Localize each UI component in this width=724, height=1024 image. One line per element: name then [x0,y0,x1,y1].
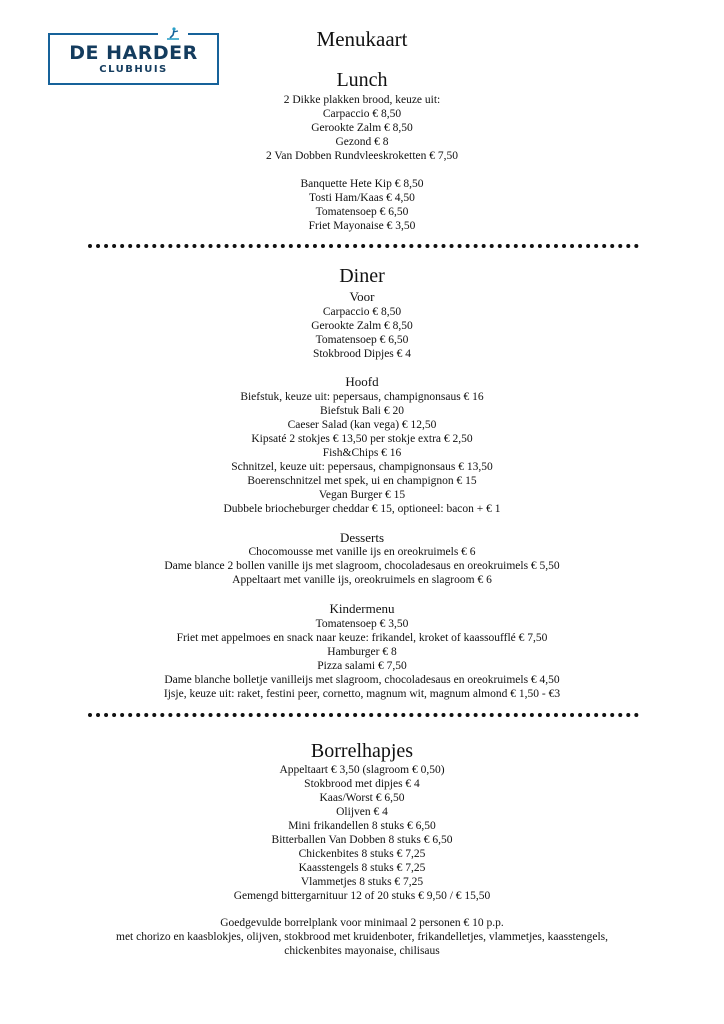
borrel-item: Gemengd bittergarnituur 12 of 20 stuks € 9,50 / € 15,50 [233,890,491,902]
voor-item: Carpaccio € 8,50 [322,306,402,318]
diner-heading: Diner [339,265,385,287]
section-divider [88,713,639,717]
borrel-item: Stokbrood met dipjes € 4 [304,778,420,790]
hoofd-item: Biefstuk, keuze uit: pepersaus, champignonsaus € 16 [240,391,484,403]
lunch-item: Friet Mayonaise € 3,50 [308,220,416,232]
section-divider [88,244,639,248]
kindermenu-item: Pizza salami € 7,50 [317,660,407,672]
desserts-heading: Desserts [339,530,385,545]
hoofd-item: Kipsaté 2 stokjes € 13,50 per stokje extra € 2,50 [251,433,473,445]
lunch-item: Gezond € 8 [335,136,389,148]
borrel-item: Chickenbites 8 stuks € 7,25 [298,848,426,860]
lunch-item: Gerookte Zalm € 8,50 [311,122,413,134]
dessert-item: Appeltaart met vanille ijs, oreokruimels en slagroom € 6 [232,574,492,586]
kindermenu-item: Friet met appelmoes en snack naar keuze: frikandel, kroket of kaassoufflé € 7,50 [176,632,548,644]
hoofd-item: Dubbele briocheburger cheddar € 15, optioneel: bacon + € 1 [223,503,501,515]
voor-item: Stokbrood Dipjes € 4 [312,348,412,360]
lunch-item: Banquette Hete Kip € 8,50 [300,178,424,190]
lunch-item: 2 Dikke plakken brood, keuze uit: [283,94,441,106]
hoofd-item: Fish&Chips € 16 [322,447,402,459]
kindermenu-item: Tomatensoep € 3,50 [315,618,409,630]
lunch-item: Tomatensoep € 6,50 [315,206,409,218]
lunch-item: Carpaccio € 8,50 [322,108,402,120]
hoofd-item: Schnitzel, keuze uit: pepersaus, champignonsaus € 13,50 [231,461,493,473]
dessert-item: Chocomousse met vanille ijs en oreokruimels € 6 [248,546,476,558]
borrel-item: Bitterballen Van Dobben 8 stuks € 6,50 [271,834,453,846]
logo-name: DE HARDER [69,42,198,64]
page-title: Menukaart [316,27,408,51]
hoofd-item: Vegan Burger € 15 [318,489,406,501]
borrelplank-line: chickenbites mayonaise, chilisaus [284,945,440,957]
borrelplank-line: Goedgevulde borrelplank voor minimaal 2 personen € 10 p.p. [220,917,504,929]
hoofd-heading: Hoofd [345,374,379,389]
dessert-item: Dame blance 2 bollen vanille ijs met slagroom, chocoladesaus en oreokruimels € 5,50 [164,560,560,572]
lunch-item: 2 Van Dobben Rundvleeskroketten € 7,50 [265,150,459,162]
kindermenu-heading: Kindermenu [329,601,395,616]
voor-heading: Voor [349,289,375,304]
borrel-item: Vlammetjes 8 stuks € 7,25 [300,876,424,888]
hoofd-item: Boerenschnitzel met spek, ui en champignon € 15 [247,475,477,487]
borrel-item: Kaas/Worst € 6,50 [319,792,405,804]
voor-item: Gerookte Zalm € 8,50 [311,320,413,332]
voor-item: Tomatensoep € 6,50 [315,334,409,346]
borrel-item: Kaasstengels 8 stuks € 7,25 [298,862,426,874]
borrel-item: Appeltaart € 3,50 (slagroom € 0,50) [279,764,445,776]
lunch-heading: Lunch [336,69,388,91]
borrel-item: Mini frikandellen 8 stuks € 6,50 [288,820,436,832]
hoofd-item: Caeser Salad (kan vega) € 12,50 [287,419,437,431]
borrel-item: Olijven € 4 [336,806,388,818]
borrelplank-line: met chorizo en kaasblokjes, olijven, stokbrood met kruidenboter, frikandelletjes, vlammetjes, kaasstengels, [116,931,608,943]
logo-subtitle: CLUBHUIS [99,64,168,75]
borrelhapjes-heading: Borrelhapjes [310,740,414,762]
kindermenu-item: Ijsje, keuze uit: raket, festini peer, cornetto, magnum wit, magnum almond € 1,50 - €3 [163,688,561,700]
lunch-item: Tosti Ham/Kaas € 4,50 [309,192,415,204]
kindermenu-item: Hamburger € 8 [327,646,397,658]
hoofd-item: Biefstuk Bali € 20 [319,405,404,417]
kindermenu-item: Dame blanche bolletje vanilleijs met slagroom, chocoladesaus en oreokruimels € 4,50 [164,674,560,686]
